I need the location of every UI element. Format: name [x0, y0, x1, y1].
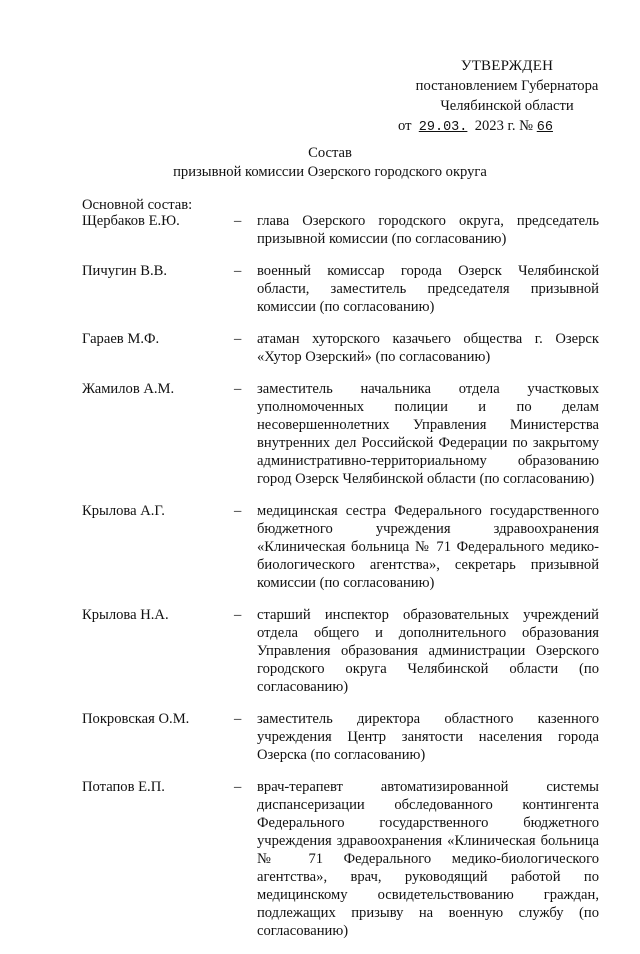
member-role: медицинская сестра Федерального государственного бюджетного учреждения здравоохранения «Клиническая больница № 71 Федерального медико-биологического агентства», секретарь призывной комиссии (по согласованию) [257, 503, 599, 591]
member-role: заместитель директора областного казенного учреждения Центр занятости населения города Озерска (по согласованию) [257, 711, 599, 763]
member-name: Крылова А.Г. [82, 503, 165, 519]
member-dash: – [234, 331, 242, 347]
member-role: заместитель начальника отдела участковых уполномоченных полиции и по делам несовершеннолетних Управления Министерства внутренних дел Российской Федерации по закрытому административно-территориальному образованию город Озерск Челябинской области (по согласованию) [257, 381, 599, 487]
member-name: Жамилов А.М. [82, 381, 175, 397]
member-row [82, 710, 602, 764]
member-row [82, 778, 602, 940]
member-role: военный комиссар города Озерск Челябинской области, заместитель председателя призывной комиссии (по согласованию) [257, 263, 599, 315]
approval-date-prefix: от [398, 118, 412, 134]
approval-line-2: Челябинской области [440, 98, 574, 114]
member-name: Пичугин В.В. [82, 263, 168, 279]
document-heading [140, 144, 520, 182]
member-row [82, 606, 602, 696]
members-list [82, 212, 602, 954]
member-role: атаман хуторского казачьего общества г. Озерск «Хутор Озерский» (по согласованию) [257, 331, 599, 365]
member-row [82, 502, 602, 592]
approval-title: УТВЕРЖДЕН [460, 58, 554, 74]
approval-block [392, 56, 622, 138]
approval-year-suffix: 2023 г. № [474, 118, 534, 134]
member-name: Крылова Н.А. [82, 607, 169, 623]
member-name: Щербаков Е.Ю. [82, 213, 180, 229]
member-dash: – [234, 607, 242, 623]
section-label: Основной состав: [82, 197, 193, 213]
approval-date-line [392, 116, 622, 138]
member-dash: – [234, 381, 242, 397]
approval-date: 29.03. [418, 120, 468, 135]
member-row [82, 212, 602, 248]
approval-line-1: постановлением Губернатора [415, 78, 599, 94]
member-role: старший инспектор образовательных учреждений отдела общего и дополнительного образования Управления образования администрации Озерского городского округа Челябинской области (по согласованию) [257, 607, 599, 695]
member-row [82, 330, 602, 366]
member-dash: – [234, 711, 242, 727]
member-name: Гараев М.Ф. [82, 331, 160, 347]
member-row [82, 380, 602, 488]
member-name: Покровская О.М. [82, 711, 190, 727]
member-role: врач-терапевт автоматизированной системы диспансеризации обследованного контингента Федерального государственного бюджетного учреждения здравоохранения «Клиническая больница № 71 Федерального медико-биологического агентства», врач, руководящий работой по медицинскому освидетельствованию граждан, подлежащих призыву на военную службу (по согласованию) [257, 779, 599, 939]
member-dash: – [234, 503, 242, 519]
heading-line-1: Состав [308, 145, 352, 161]
member-dash: – [234, 213, 242, 229]
member-role: глава Озерского городского округа, председатель призывной комиссии (по согласованию) [257, 213, 599, 247]
member-name: Потапов Е.П. [82, 779, 165, 795]
heading-line-2: призывной комиссии Озерского городского округа [173, 164, 487, 180]
member-row [82, 262, 602, 316]
member-dash: – [234, 263, 242, 279]
approval-number: 66 [536, 120, 553, 135]
member-dash: – [234, 779, 242, 795]
